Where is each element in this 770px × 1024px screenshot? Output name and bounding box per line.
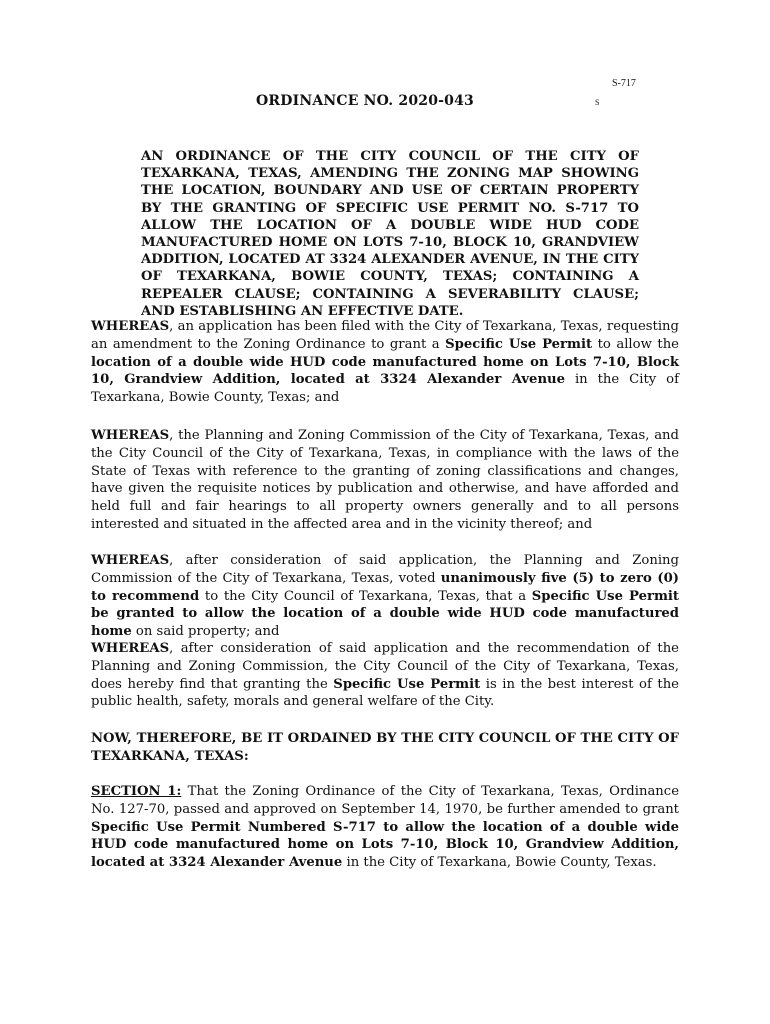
paragraph-text: in the City of Texarkana, Bowie County, Texas. [342, 855, 657, 871]
whereas-paragraph-1 [91, 318, 679, 407]
paragraph-text: on said property; and [131, 624, 280, 640]
paragraph-text: , an application has been filed with the City of Texarkana, Texas, requesting an amendment to the Zoning Ordinance to grant a [91, 319, 679, 352]
paragraph-text: , after consideration of said application and the recommendation of the Planning and Zoning Commission, the City Council of the City of Texarkana, Texas, does hereby find that granting the [91, 641, 679, 692]
bold-text: Specific Use Permit [333, 676, 481, 692]
whereas-label: WHEREAS [91, 319, 170, 334]
whereas-paragraph-2 [91, 427, 679, 534]
ordinance-caption: AN ORDINANCE OF THE CITY COUNCIL OF THE CITY OF TEXARKANA, TEXAS, AMENDING THE ZONING MAP SHOWING THE LOCATION, BOUNDARY AND USE OF CERTAIN PROPERTY BY THE GRANTING OF SPECIFIC USE PERMIT NO. S-717 TO ALLOW THE LOCATION OF A DOUBLE WIDE HUD CODE MANUFACTURED HOME ON LOTS 7-10, BLOCK 10, GRANDVIEW ADDITION, LOCATED AT 3324 ALEXANDER AVENUE, IN THE CITY OF TEXARKANA, BOWIE COUNTY, TEXAS; CONTAINING A REPEALER CLAUSE; CONTAINING A SEVERABILITY CLAUSE; AND ESTABLISHING AN EFFECTIVE DATE. [141, 149, 639, 319]
whereas-paragraph-3 [91, 552, 679, 641]
permit-mark: S [595, 98, 600, 107]
bold-text: Specific Use Permit [445, 336, 593, 352]
bold-text: Specific Use Permit be granted to allow the location of a double wide HUD code manufactured home [91, 588, 679, 640]
paragraph-text: , after consideration of said application, the Planning and Zoning Commission of the City of Texarkana, Texas, voted [91, 553, 679, 586]
paragraph-text: , the Planning and Zoning Commission of the City of Texarkana, Texas, and the City Council of the City of Texarkana, Texas, in compliance with the laws of the State of Texas with reference to the granting of zoning classifications and changes, have given the requisite notices by publication and otherwise, and have afforded and held full and fair hearings to all property owners generally and to all persons interested and situated in the affected area and in the vicinity thereof; and [91, 428, 679, 532]
paragraph-text: is in the best interest of the public health, safety, morals and general welfare of the City. [91, 676, 679, 710]
paragraph-text: to allow the [592, 336, 679, 352]
paragraph-text: to the City Council of Texarkana, Texas, that a [199, 588, 532, 604]
ordinance-title: ORDINANCE NO. 2020-043 [256, 93, 474, 109]
whereas-paragraph-4 [91, 640, 679, 711]
section-label: SECTION 1: [91, 784, 182, 799]
bold-text: location of a double wide HUD code manufactured home on Lots 7-10, Block 10, Grandview Addition, located at 3324 Alexander Avenue [91, 354, 679, 388]
section-1 [91, 783, 679, 872]
bold-text: Specific Use Permit Numbered S-717 to allow the location of a double wide HUD code manufactured home on Lots 7-10, Block 10, Grandview Addition, located at 3324 Alexander Avenue [91, 819, 679, 871]
ordaining-clause: NOW, THEREFORE, BE IT ORDAINED BY THE CITY COUNCIL OF THE CITY OF TEXARKANA, TEXAS: [91, 731, 679, 764]
whereas-label: WHEREAS [91, 641, 170, 656]
bold-text: unanimously five (5) to zero (0) to recommend [91, 570, 679, 604]
permit-code: S-717 [612, 78, 636, 89]
whereas-label: WHEREAS [91, 553, 170, 568]
paragraph-text: in the City of Texarkana, Bowie County, Texas; and [91, 372, 679, 406]
whereas-label: WHEREAS [91, 428, 170, 443]
paragraph-text: That the Zoning Ordinance of the City of Texarkana, Texas, Ordinance No. 127-70, passed and approved on September 14, 1970, be further amended to grant [91, 784, 679, 817]
